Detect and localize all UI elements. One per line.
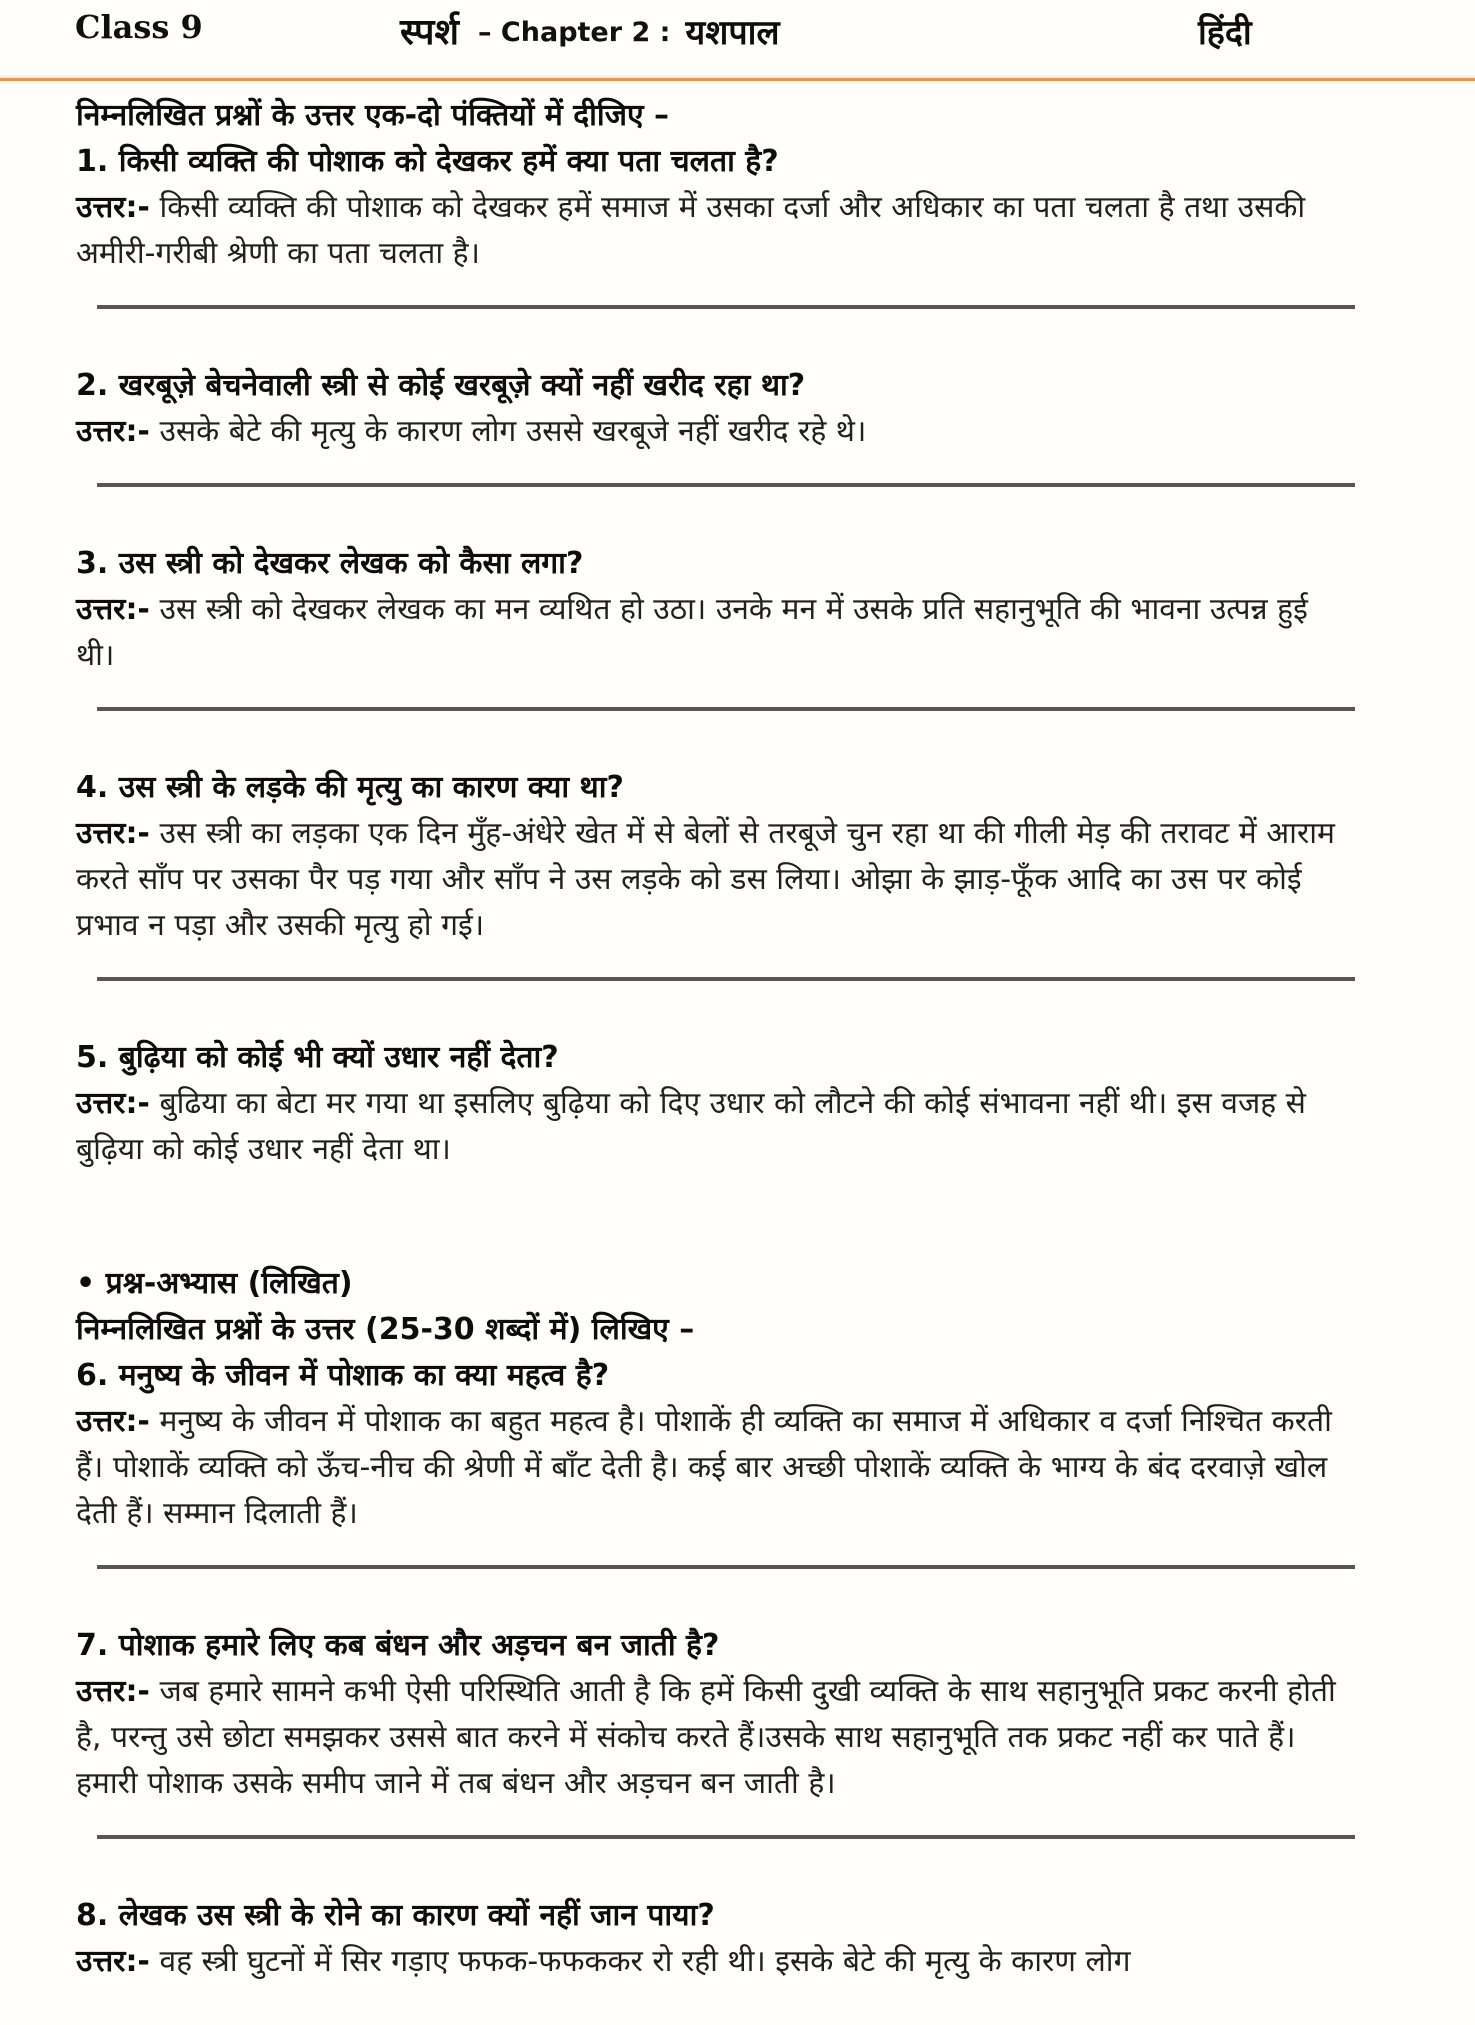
answer-text: वह स्त्री घुटनों में सिर गड़ाए फफक-फफककर रो रही थी। इसके बेटे की मृत्यु के कारण लोग [159,1944,1131,1979]
question-2: 2. खरबूज़े बेचनेवाली स्त्री से कोई खरबूज़े क्यों नहीं खरीद रहा था? [76,368,806,403]
answer-prefix: उत्तर:- [76,816,150,851]
section-divider [97,977,1355,981]
question-7: 7. पोशाक हमारे लिए कब बंधन और अड़चन बन जाती है? [76,1628,720,1663]
answer-7 [76,1669,1355,1807]
book-title: स्पर्श [400,12,459,53]
answer-5 [76,1081,1355,1173]
answer-text: किसी व्यक्ति की पोशाक को देखकर हमें समाज में उसका दर्जा और अधिकार का पता चलता है तथा उसकी अमीरी-गरीबी श्रेणी का पता चलता है। [76,190,1306,271]
answer-prefix: उत्तर:- [76,414,150,449]
answer-text: उस स्त्री को देखकर लेखक का मन व्यथित हो उठा। उनके मन में उसके प्रति सहानुभूति की भावना उत्पन्न हुई थी। [76,592,1308,673]
answer-prefix: उत्तर:- [76,1944,150,1979]
document-content [0,81,1475,1985]
answer-prefix: उत्तर:- [76,1404,150,1439]
page-header [0,0,1475,81]
answer-3 [76,587,1355,679]
section-divider [97,483,1355,487]
section-divider [97,1565,1355,1569]
answer-4 [76,811,1355,949]
practice-section-heading: • प्रश्न-अभ्यास (लिखित) [76,1266,353,1301]
practice-instruction: निम्नलिखित प्रश्नों के उत्तर (25-30 शब्दों में) लिखिए – [76,1312,695,1347]
section-divider [97,305,1355,309]
answer-text: उसके बेटे की मृत्यु के कारण लोग उससे खरबूजे नहीं खरीद रहे थे। [159,414,867,449]
question-8: 8. लेखक उस स्त्री के रोने का कारण क्यों नहीं जान पाया? [76,1898,715,1933]
intro-line: निम्नलिखित प्रश्नों के उत्तर एक-दो पंक्तियों में दीजिए – [76,98,669,133]
answer-prefix: उत्तर:- [76,592,150,627]
answer-prefix: उत्तर:- [76,1086,150,1121]
answer-text: जब हमारे सामने कभी ऐसी परिस्थिति आती है कि हमें किसी दुखी व्यक्ति के साथ सहानुभूति प्रकट करनी होती है, परन्तु उसे छोटा समझकर उससे बात करने में संकोच करते हैं।उसके साथ सहानुभूति तक प्रकट नहीं कर पाते हैं। हमारी पोशाक उसके समीप जाने में तब बंधन और अड़चन बन जाती है। [76,1674,1336,1801]
answer-2 [76,409,1355,455]
chapter-label: – Chapter 2 : [478,17,671,48]
section-divider [97,707,1355,711]
author-name: यशपाल [685,13,780,53]
answer-text: उस स्त्री का लड़का एक दिन मुँह-अंधेरे खेत में से बेलों से तरबूजे चुन रहा था की गीली मेड़ की तरावट में आराम करते साँप पर उसका पैर पड़ गया और साँप ने उस लड़के को डस लिया। ओझा के झाड़-फूँक आदि का उस पर कोई प्रभाव न पड़ा और उसकी मृत्यु हो गई। [76,816,1335,943]
answer-prefix: उत्तर:- [76,190,150,225]
class-label: Class 9 [75,8,203,46]
answer-6 [76,1399,1355,1537]
question-6: 6. मनुष्य के जीवन में पोशाक का क्या महत्व है? [76,1358,610,1393]
subject-label: हिंदी [1198,13,1252,53]
header-rule [0,78,1475,81]
answer-text: मनुष्य के जीवन में पोशाक का बहुत महत्व है। पोशाकें ही व्यक्ति का समाज में अधिकार व दर्जा निश्चित करती हैं। पोशाकें व्यक्ति को ऊँच-नीच की श्रेणी में बाँट देती है। कई बार अच्छी पोशाकें व्यक्ति के भाग्य के बंद दरवाज़े खोल देती हैं। सम्मान दिलाती हैं। [76,1404,1332,1531]
answer-1 [76,185,1355,277]
answer-text: बुढिया का बेटा मर गया था इसलिए बुढ़िया को दिए उधार को लौटने की कोई संभावना नहीं थी। इस वजह से बुढ़िया को कोई उधार नहीं देता था। [76,1086,1306,1167]
question-1: 1. किसी व्यक्ति की पोशाक को देखकर हमें क्या पता चलता है? [76,144,779,179]
answer-8 [76,1939,1355,1985]
section-divider [97,1835,1355,1839]
chapter-title-group [400,6,780,55]
answer-prefix: उत्तर:- [76,1674,150,1709]
question-4: 4. उस स्त्री के लड़के की मृत्यु का कारण क्या था? [76,770,624,805]
question-3: 3. उस स्त्री को देखकर लेखक को कैसा लगा? [76,546,584,581]
question-5: 5. बुढ़िया को कोई भी क्यों उधार नहीं देता? [76,1040,559,1075]
